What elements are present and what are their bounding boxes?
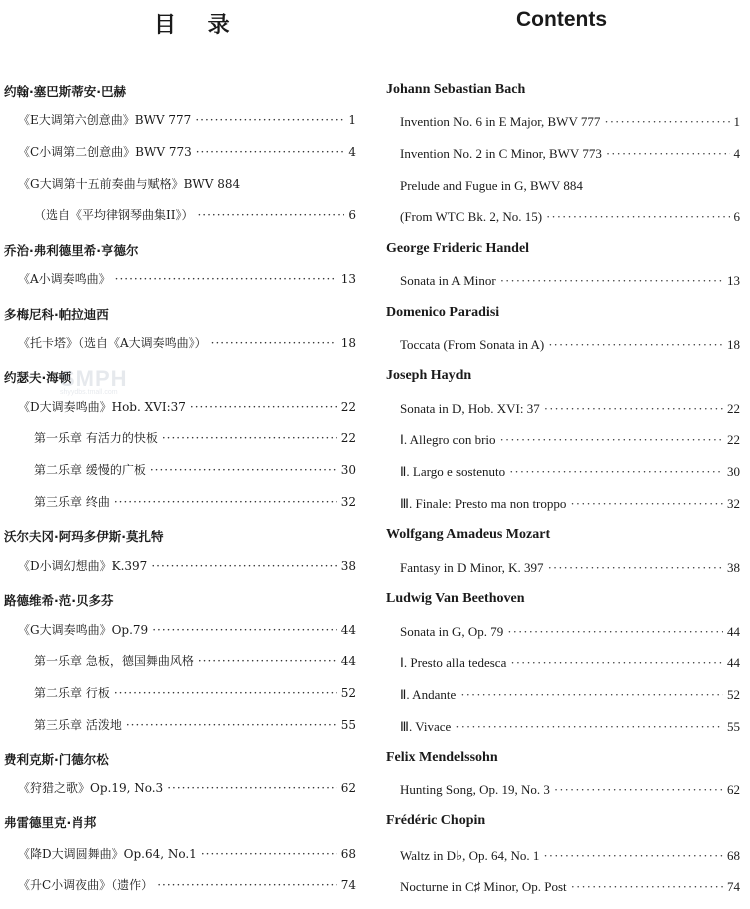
entry-page-number: 13 bbox=[340, 272, 356, 286]
entry-title: Ⅰ. Presto alla tedesca bbox=[400, 655, 507, 670]
leader-dots bbox=[570, 496, 723, 512]
toc-entry[interactable] bbox=[386, 687, 740, 707]
toc-entry[interactable] bbox=[4, 111, 356, 131]
entry-page-number: 44 bbox=[340, 623, 356, 637]
entry-title: Hunting Song, Op. 19, No. 3 bbox=[400, 782, 550, 797]
entry-title: Ⅱ. Andante bbox=[400, 687, 457, 702]
entry-page-number: 1 bbox=[733, 114, 740, 129]
entry-title: 《A小调奏鸣曲》 bbox=[18, 272, 111, 286]
entry-page-number: 6 bbox=[733, 209, 740, 224]
leader-dots bbox=[198, 654, 337, 668]
entry-page-number: 55 bbox=[340, 718, 356, 732]
toc-entry[interactable] bbox=[4, 461, 356, 481]
english-contents-title: Contents bbox=[516, 8, 607, 31]
toc-entry[interactable] bbox=[4, 684, 356, 704]
leader-dots bbox=[554, 782, 723, 798]
leader-dots bbox=[571, 879, 723, 895]
composer-heading: 路德维希·范·贝多芬 bbox=[4, 593, 114, 608]
entry-title: Toccata (From Sonata in A) bbox=[400, 337, 545, 352]
entry-page-number: 44 bbox=[727, 624, 740, 639]
leader-dots bbox=[157, 878, 337, 892]
entry-page-number: 44 bbox=[727, 655, 740, 670]
entry-page-number: 44 bbox=[340, 654, 356, 668]
entry-page-number: 55 bbox=[727, 719, 740, 734]
leader-dots bbox=[126, 718, 337, 732]
leader-dots bbox=[509, 464, 723, 480]
toc-entry[interactable] bbox=[4, 270, 356, 290]
entry-title: Ⅱ. Largo e sostenuto bbox=[400, 464, 506, 479]
toc-entry[interactable] bbox=[386, 273, 740, 293]
entry-title: 第一乐章 有活力的快板 bbox=[34, 431, 158, 445]
toc-entry[interactable] bbox=[4, 557, 356, 577]
leader-dots bbox=[606, 146, 730, 162]
entry-title: Ⅲ. Finale: Presto ma non troppo bbox=[400, 496, 567, 511]
entry-title: 《D大调奏鸣曲》Hob. XVI:37 bbox=[18, 400, 186, 414]
entry-title: 《G大调奏鸣曲》Op.79 bbox=[18, 623, 149, 637]
entry-title: 《狩猎之歌》Op.19, No.3 bbox=[18, 781, 164, 795]
entry-page-number: 22 bbox=[727, 401, 740, 416]
toc-entry[interactable] bbox=[386, 879, 740, 899]
entry-page-number: 22 bbox=[340, 400, 356, 414]
entry-page-number: 62 bbox=[727, 782, 740, 797]
entry-title: 第三乐章 终曲 bbox=[34, 495, 110, 509]
toc-entry[interactable] bbox=[4, 652, 356, 672]
leader-dots bbox=[548, 337, 723, 353]
entry-title: 《G大调第十五前奏曲与赋格》BWV 884 bbox=[18, 177, 241, 191]
entry-page-number: 38 bbox=[727, 560, 740, 575]
toc-entry[interactable] bbox=[386, 401, 740, 421]
toc-entry[interactable] bbox=[386, 560, 740, 580]
toc-entry[interactable] bbox=[4, 845, 356, 865]
composer-heading: 乔治·弗利德里希·亨德尔 bbox=[4, 243, 139, 258]
entry-page-number: 74 bbox=[727, 879, 740, 894]
entry-title: Sonata in G, Op. 79 bbox=[400, 624, 504, 639]
toc-entry[interactable] bbox=[4, 334, 356, 354]
toc-entry[interactable] bbox=[4, 206, 356, 226]
entry-title: Nocturne in C♯ Minor, Op. Post bbox=[400, 879, 567, 894]
leader-dots bbox=[152, 623, 337, 637]
watermark-logo-text: SMPH bbox=[60, 366, 128, 391]
toc-entry[interactable] bbox=[386, 432, 740, 452]
entry-title: Ⅲ. Vivace bbox=[400, 719, 452, 734]
entry-title: 《降D大调圆舞曲》Op.64, No.1 bbox=[18, 847, 197, 861]
composer-heading: Ludwig Van Beethoven bbox=[386, 591, 525, 606]
entry-page-number: 30 bbox=[727, 464, 740, 479]
entry-page-number: 18 bbox=[727, 337, 740, 352]
composer-heading: Joseph Haydn bbox=[386, 368, 472, 383]
toc-entry[interactable] bbox=[386, 782, 740, 802]
composer-heading: 约翰·塞巴斯蒂安·巴赫 bbox=[4, 84, 126, 99]
entry-title: Invention No. 6 in E Major, BWV 777 bbox=[400, 114, 601, 129]
toc-entry[interactable] bbox=[386, 209, 740, 229]
toc-entry[interactable] bbox=[4, 621, 356, 641]
entry-page-number: 38 bbox=[340, 559, 356, 573]
composer-heading: Frédéric Chopin bbox=[386, 813, 486, 828]
entry-title: 第一乐章 急板，德国舞曲风格 bbox=[34, 654, 194, 668]
publisher-watermark bbox=[60, 366, 128, 396]
entry-title: 第二乐章 行板 bbox=[34, 686, 110, 700]
entry-title: 第二乐章 缓慢的广板 bbox=[34, 463, 146, 477]
composer-heading: Felix Mendelssohn bbox=[386, 750, 498, 765]
entry-title: （选自《平均律钢琴曲集II》） bbox=[34, 208, 194, 222]
entry-page-number: 13 bbox=[727, 273, 740, 288]
entry-title: Waltz in D♭, Op. 64, No. 1 bbox=[400, 848, 540, 863]
leader-dots bbox=[114, 686, 337, 700]
leader-dots bbox=[197, 208, 344, 222]
composer-heading: 费利克斯·门德尔松 bbox=[4, 752, 109, 767]
entry-title: Sonata in A Minor bbox=[400, 273, 496, 288]
entry-title: (From WTC Bk. 2, No. 15) bbox=[400, 209, 543, 224]
entry-page-number: 74 bbox=[340, 878, 356, 892]
toc-entry[interactable] bbox=[386, 848, 740, 868]
entry-page-number: 62 bbox=[340, 781, 356, 795]
composer-heading: Wolfgang Amadeus Mozart bbox=[386, 527, 551, 542]
entry-title: Ⅰ. Allegro con brio bbox=[400, 432, 496, 447]
entry-title: Fantasy in D Minor, K. 397 bbox=[400, 560, 544, 575]
toc-entry[interactable] bbox=[386, 464, 740, 484]
chinese-contents-title: 目 录 bbox=[154, 13, 242, 38]
leader-dots bbox=[546, 209, 729, 225]
entry-page-number: 52 bbox=[340, 686, 356, 700]
entry-page-number: 68 bbox=[340, 847, 356, 861]
leader-dots bbox=[548, 560, 723, 576]
toc-entry[interactable] bbox=[386, 624, 740, 644]
entry-page-number: 4 bbox=[733, 146, 740, 161]
toc-entry[interactable] bbox=[4, 143, 356, 163]
composer-heading: 多梅尼科·帕拉迪西 bbox=[4, 307, 109, 322]
toc-entry[interactable] bbox=[386, 719, 740, 739]
entry-title: 《E大调第六创意曲》BWV 777 bbox=[18, 113, 192, 127]
toc-entry[interactable] bbox=[4, 493, 356, 513]
composer-heading: George Frideric Handel bbox=[386, 241, 530, 256]
leader-dots bbox=[455, 719, 723, 735]
entry-page-number: 68 bbox=[727, 848, 740, 863]
entry-title: 《托卡塔》（选自《A大调奏鸣曲》） bbox=[18, 336, 207, 350]
entry-page-number: 52 bbox=[727, 687, 740, 702]
toc-entry[interactable] bbox=[4, 398, 356, 418]
toc-entry[interactable] bbox=[4, 716, 356, 736]
entry-page-number: 22 bbox=[340, 431, 356, 445]
entry-page-number: 32 bbox=[727, 496, 740, 511]
toc-entry[interactable] bbox=[386, 496, 740, 516]
leader-dots bbox=[195, 113, 344, 127]
entry-title: Prelude and Fugue in G, BWV 884 bbox=[400, 178, 583, 193]
leader-dots bbox=[510, 655, 723, 671]
leader-dots bbox=[211, 336, 337, 350]
leader-dots bbox=[201, 847, 337, 861]
leader-dots bbox=[507, 624, 723, 640]
leader-dots bbox=[115, 272, 337, 286]
composer-heading: 沃尔夫冈·阿玛多伊斯·莫扎特 bbox=[4, 529, 164, 544]
entry-page-number: 32 bbox=[340, 495, 356, 509]
entry-page-number: 22 bbox=[727, 432, 740, 447]
entry-page-number: 6 bbox=[348, 208, 356, 222]
composer-heading: Domenico Paradisi bbox=[386, 305, 500, 320]
leader-dots bbox=[543, 848, 723, 864]
leader-dots bbox=[500, 273, 723, 289]
toc-entry[interactable] bbox=[386, 146, 740, 166]
entry-title: 第三乐章 活泼地 bbox=[34, 718, 122, 732]
leader-dots bbox=[114, 495, 337, 509]
leader-dots bbox=[604, 114, 729, 130]
leader-dots bbox=[544, 401, 723, 417]
composer-heading: 弗雷德里克·肖邦 bbox=[4, 815, 97, 830]
toc-entry[interactable] bbox=[386, 178, 740, 198]
entry-page-number: 4 bbox=[348, 145, 356, 159]
entry-page-number: 18 bbox=[340, 336, 356, 350]
entry-page-number: 30 bbox=[340, 463, 356, 477]
entry-page-number: 1 bbox=[348, 113, 356, 127]
toc-entry[interactable] bbox=[386, 114, 740, 134]
leader-dots bbox=[500, 432, 723, 448]
leader-dots bbox=[151, 559, 336, 573]
leader-dots bbox=[150, 463, 337, 477]
toc-entry[interactable] bbox=[386, 655, 740, 675]
entry-title: 《升C小调夜曲》（遗作） bbox=[18, 878, 154, 892]
toc-entry[interactable] bbox=[4, 876, 356, 896]
composer-heading: Johann Sebastian Bach bbox=[386, 82, 526, 97]
watermark-url: shyydbs.tmall.com bbox=[60, 389, 118, 396]
toc-entry[interactable] bbox=[4, 779, 356, 799]
leader-dots bbox=[167, 781, 337, 795]
leader-dots bbox=[460, 687, 723, 703]
entry-title: 《D小调幻想曲》K.397 bbox=[18, 559, 148, 573]
toc-entry[interactable] bbox=[4, 429, 356, 449]
entry-title: 《C小调第二创意曲》BWV 773 bbox=[18, 145, 192, 159]
leader-dots bbox=[162, 431, 337, 445]
composer-heading: 约瑟夫·海顿 bbox=[4, 370, 72, 385]
toc-entry[interactable] bbox=[4, 175, 356, 195]
toc-entry[interactable] bbox=[386, 337, 740, 357]
entry-title: Sonata in D, Hob. XVI: 37 bbox=[400, 401, 540, 416]
leader-dots bbox=[190, 400, 337, 414]
entry-title: Invention No. 2 in C Minor, BWV 773 bbox=[400, 146, 602, 161]
leader-dots bbox=[196, 145, 345, 159]
